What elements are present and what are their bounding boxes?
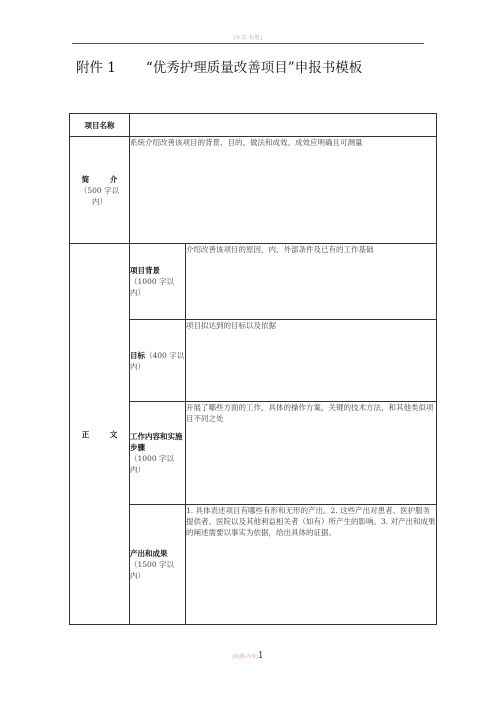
document-title bbox=[76, 56, 362, 76]
intro-label: 简 介 bbox=[81, 174, 118, 184]
intro-content-cell[interactable] bbox=[130, 137, 437, 244]
section-output-limit: （1500 字以内） bbox=[130, 560, 174, 580]
intro-content: 系统介绍改善该项目的背景、目的、做法和成效。成效应明确且可测量 bbox=[130, 138, 363, 147]
section-output-content-cell[interactable] bbox=[186, 505, 437, 625]
section-background-content-cell[interactable] bbox=[186, 244, 437, 320]
section-work-label-cell bbox=[130, 402, 186, 505]
header-rule bbox=[72, 43, 424, 44]
intro-label-cell bbox=[70, 137, 130, 244]
section-goal-content-cell[interactable] bbox=[186, 320, 437, 402]
section-goal-label: 目标 bbox=[130, 350, 145, 360]
section-output-content: 1. 具体表述项目有哪些有形和无形的产出。2. 这些产出对患者、医护服务提供者、医院以及其他利益相关者（如有）所产生的影响。3. 对产出和成果的阐述需要以事实为依据，给出具体的证据。 bbox=[186, 506, 436, 537]
project-name-value-cell[interactable] bbox=[130, 114, 437, 137]
footer bbox=[0, 651, 496, 661]
section-goal-label-cell bbox=[130, 320, 186, 402]
page-number: 1 bbox=[257, 651, 264, 661]
section-goal-label-wrap bbox=[130, 350, 185, 372]
section-goal-limit: （400 字以内） bbox=[130, 350, 185, 371]
body-label-cell bbox=[70, 244, 130, 625]
section-background-label: 项目背景 bbox=[130, 266, 160, 275]
annex-label: 附件 1 bbox=[76, 60, 116, 76]
section-background-limit: （1000 字以内） bbox=[130, 277, 174, 297]
section-background-content: 介绍改善该项目的原因，内、外部条件及已有的工作基础 bbox=[186, 245, 374, 254]
title-text: “优秀护理质量改善项目”申报书模板 bbox=[145, 60, 363, 76]
application-form-table bbox=[69, 113, 437, 625]
section-work-content-cell[interactable] bbox=[186, 402, 437, 505]
intro-limit: （500 字以内） bbox=[79, 185, 120, 206]
section-work-label: 工作内容和实施步骤 bbox=[130, 432, 183, 452]
section-work-limit: （1000 字以内） bbox=[130, 454, 174, 474]
project-name-label: 项目名称 bbox=[84, 120, 115, 130]
section-work-content: 开展了哪些方面的工作，具体的操作方案，关键的技术方法，和其他类似项目不同之处 bbox=[186, 403, 434, 423]
project-name-label-cell bbox=[70, 114, 130, 137]
footer-mark: [标题-内容] bbox=[232, 654, 258, 660]
section-goal-content: 项目拟达到的目标以及依据 bbox=[186, 321, 276, 330]
body-label: 正 文 bbox=[81, 429, 118, 439]
section-background-label-cell bbox=[130, 244, 186, 320]
section-output-label: 产出和成果 bbox=[130, 549, 168, 558]
header-mark: [标签-标题] bbox=[233, 35, 263, 41]
section-output-label-cell bbox=[130, 505, 186, 625]
